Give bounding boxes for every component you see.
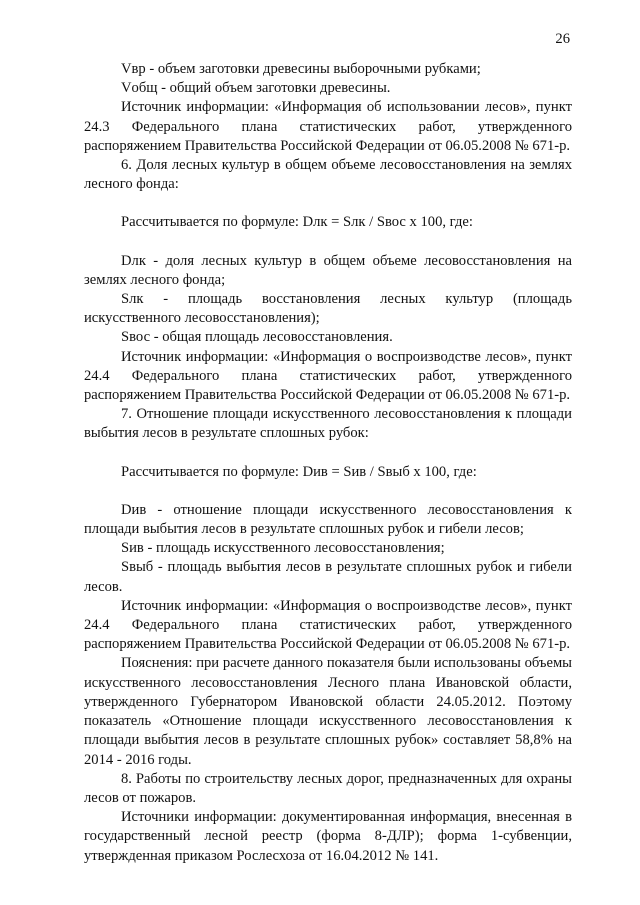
spacer	[84, 194, 572, 213]
item-8-heading: 8. Работы по строительству лесных дорог, предназначенных для охраны лесов от пожаров.	[84, 770, 572, 806]
formula-7: Рассчитывается по формуле: Dив = Sив / Sвыб х 100, где:	[121, 463, 477, 480]
definition-vvr: Vвр - объем заготовки древесины выборочными рубками;	[121, 61, 481, 77]
source-note-3: Источник информации: «Информация о воспроизводстве лесов», пункт 24.4 Федерального плана статистических работ, утвержденного распоряжением Правительства Российской Федерации от 06.05.2008 № 671-р.	[84, 597, 572, 653]
spacer	[84, 233, 572, 252]
definition-slk: Sлк - площадь восстановления лесных культур (площадь искусственного лесовосстановления);	[84, 291, 572, 327]
definition-vobsh: Vобщ - общий объем заготовки древесины.	[121, 80, 391, 97]
definition-svyb: Sвыб - площадь выбытия лесов в результате сплошных рубок и гибели лесов.	[84, 559, 572, 595]
formula-6: Рассчитывается по формуле: Dлк = Sлк / Sвос х 100, где:	[121, 214, 473, 231]
document-body	[84, 60, 572, 866]
explanation-note: Пояснения: при расчете данного показателя были использованы объемы искусственного лесовосстановления Лесного плана Ивановской области, утвержденного Губернатором Ивановской области 24.05.2012. Поэтому показатель «Отношение площади искусственного лесовосстановления к площади выбытия лесов в результате сплошных рубок» составляет 58,8% на 2014 - 2016 годы.	[84, 655, 572, 768]
definition-div: Dив - отношение площади искусственного лесовосстановления к площади выбытия лесов в результате сплошных рубок и гибели лесов;	[84, 501, 572, 538]
definition-svos: Sвос - общая площадь лесовосстановления.	[121, 329, 393, 346]
source-note-1: Источник информации: «Информация об использовании лесов», пункт 24.3 Федерального плана статистических работ, утвержденного распоряжением Правительства Российской Федерации от 06.05.2008 № 671-р.	[84, 99, 572, 154]
source-note-4: Источники информации: документированная информация, внесенная в государственный лесной реестр (форма 8-ДЛР); форма 1-субвенции, утвержденная приказом Рослесхоза от 16.04.2012 № 141.	[84, 809, 572, 864]
page-number: 26	[555, 31, 570, 47]
item-6-heading: 6. Доля лесных культур в общем объеме лесовосстановления на землях лесного фонда:	[84, 157, 572, 193]
item-7-heading: 7. Отношение площади искусственного лесовосстановления к площади выбытия лесов в результате сплошных рубок:	[84, 406, 572, 442]
spacer	[84, 482, 572, 501]
definition-siv: Sив - площадь искусственного лесовосстановления;	[121, 540, 445, 557]
spacer	[84, 444, 572, 463]
definition-dlk: Dлк - доля лесных культур в общем объеме лесовосстановления на землях лесного фонда;	[84, 252, 572, 288]
source-note-2: Источник информации: «Информация о воспроизводстве лесов», пункт 24.4 Федерального плана статистических работ, утвержденного распоряжением Правительства Российской Федерации от 06.05.2008 № 671-р.	[84, 348, 572, 404]
